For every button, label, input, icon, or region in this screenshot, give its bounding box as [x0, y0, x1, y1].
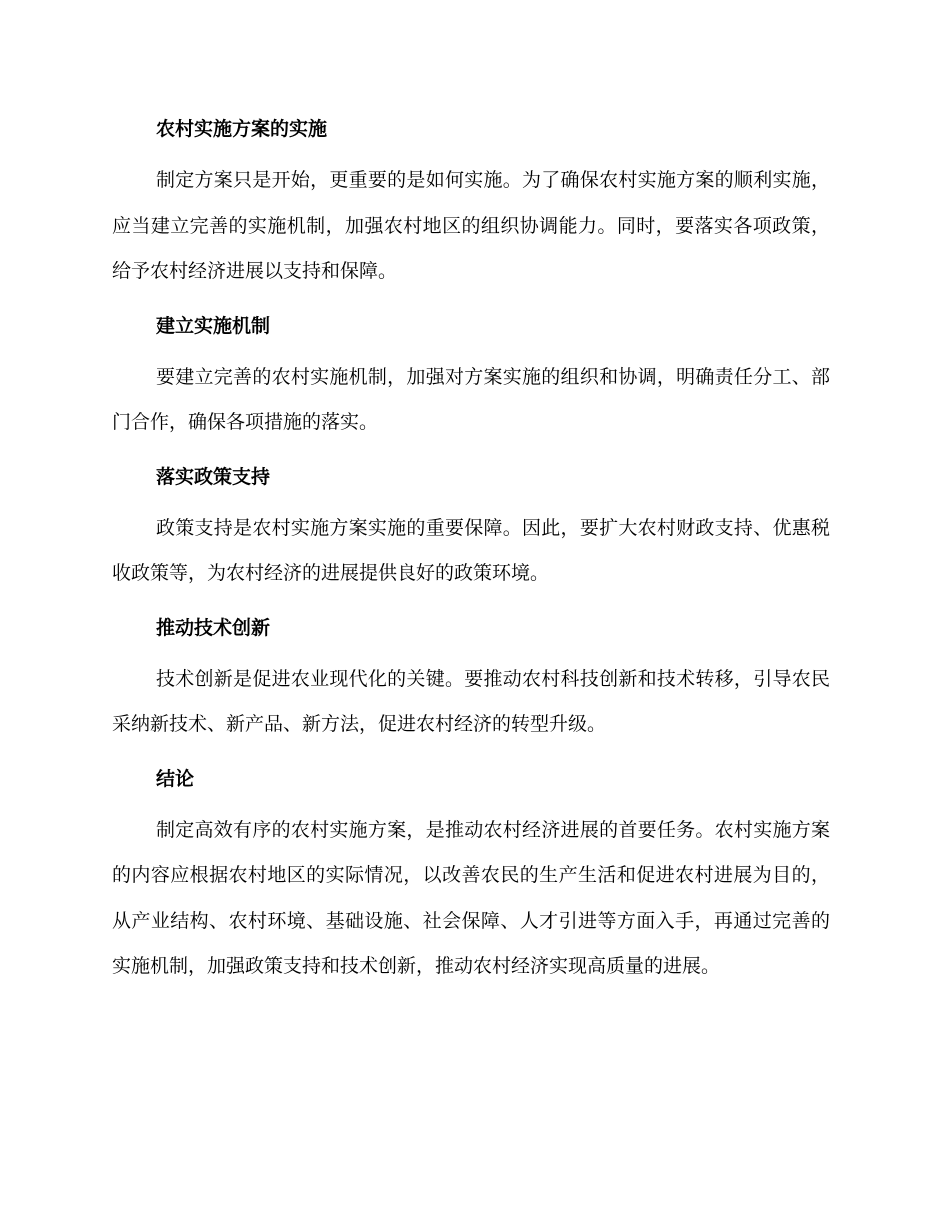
section-paragraph-mechanism: 要建立完善的农村实施机制，加强对方案实施的组织和协调，明确责任分工、部门合作，确保各项措施的落实。: [112, 365, 830, 433]
section-heading-implementation: 农村实施方案的实施: [156, 118, 328, 140]
section-heading-policy-support: 落实政策支持: [156, 465, 271, 488]
section-paragraph-conclusion: 制定高效有序的农村实施方案，是推动农村经济进展的首要任务。农村实施方案的内容应根据农村地区的实际情况，以改善农民的生产生活和促进农村进展为目的，从产业结构、农村环境、基础设施、社会保障、人才引进等方面入手，再通过完善的实施机制，加强政策支持和技术创新，推动农村经济实现高质量的进展。: [112, 818, 830, 977]
section-paragraph-implementation: 制定方案只是开始，更重要的是如何实施。为了确保农村实施方案的顺利实施，应当建立完善的实施机制，加强农村地区的组织协调能力。同时，要落实各项政策，给予农村经济进展以支持和保障。: [112, 169, 830, 282]
document-body: [112, 112, 830, 1004]
section-heading-conclusion: 结论: [156, 767, 195, 790]
section-paragraph-policy-support: 政策支持是农村实施方案实施的重要保障。因此，要扩大农村财政支持、优惠税收政策等，为农村经济的进展提供良好的政策环境。: [112, 516, 830, 584]
section-heading-tech-innovation: 推动技术创新: [156, 616, 271, 639]
section-heading-mechanism: 建立实施机制: [156, 314, 271, 337]
section-paragraph-tech-innovation: 技术创新是促进农业现代化的关键。要推动农村科技创新和技术转移，引导农民采纳新技术、新产品、新方法，促进农村经济的转型升级。: [112, 667, 830, 735]
